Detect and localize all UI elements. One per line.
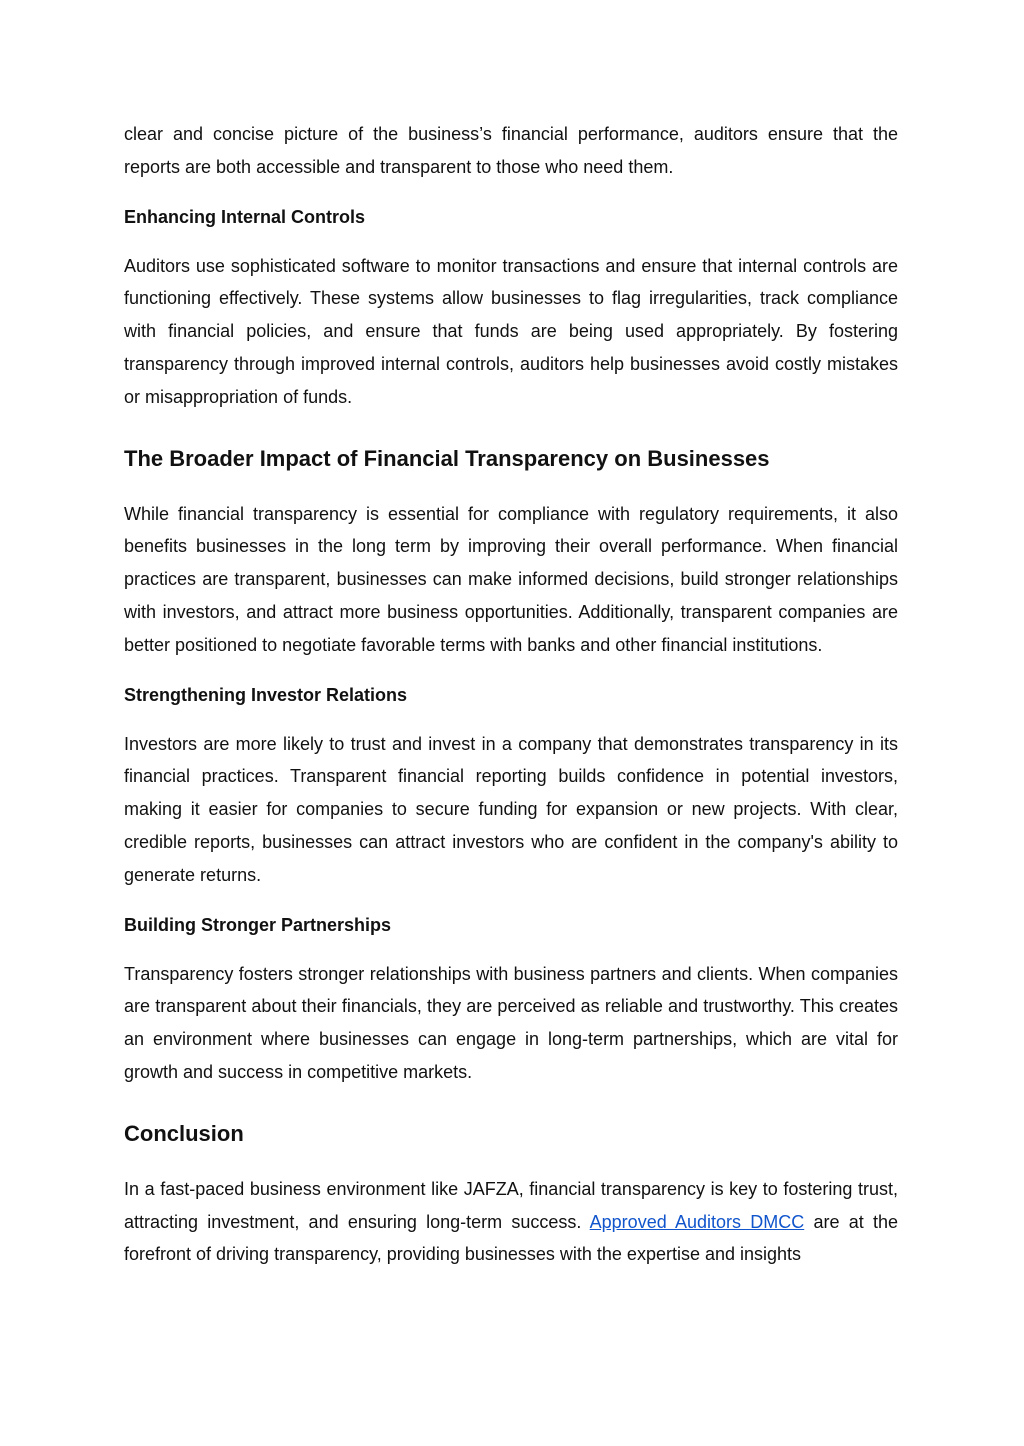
conclusion-text-before-link: In a fast-paced business environment like JAFZA, financial transparency is key to fostering trust, attracting investment, and ensuring long-term success. — [124, 1178, 898, 1232]
approved-auditors-link[interactable]: Approved Auditors DMCC — [589, 1211, 805, 1232]
investor-relations-heading: Strengthening Investor Relations — [124, 684, 408, 705]
conclusion-heading: Conclusion — [124, 1120, 244, 1146]
investor-relations-paragraph: Investors are more likely to trust and invest in a company that demonstrates transparency in its financial practices. Transparent financial reporting builds confidence in potential investors, making it easier for companies to secure funding for expansion or new projects. With clear, credible reports, businesses can attract investors who are confident in the company's ability to generate returns. — [124, 733, 898, 885]
intro-paragraph: clear and concise picture of the business’s financial performance, auditors ensure that the reports are both accessible and transparent to those who need them. — [124, 124, 898, 177]
conclusion-text-after-link: are at the forefront of driving transparency, providing businesses with the expertise and insights — [124, 1211, 899, 1265]
partnerships-paragraph: Transparency fosters stronger relationships with business partners and clients. When companies are transparent about their financials, they are perceived as reliable and trustworthy. This creates an environment where businesses can engage in long-term partnerships, which are vital for growth and success in competitive markets. — [124, 963, 898, 1082]
internal-controls-heading: Enhancing Internal Controls — [124, 206, 366, 227]
internal-controls-paragraph: Auditors use sophisticated software to monitor transactions and ensure that internal controls are functioning effectively. These systems allow businesses to flag irregularities, track compliance with financial policies, and ensure that funds are being used appropriately. By fostering transparency through improved internal controls, auditors help businesses avoid costly mistakes or misappropriation of funds. — [124, 255, 898, 407]
partnerships-heading: Building Stronger Partnerships — [124, 914, 392, 935]
conclusion-paragraph — [124, 1173, 898, 1271]
broader-impact-paragraph: While financial transparency is essential for compliance with regulatory requirements, it also benefits businesses in the long term by improving their overall performance. When financial practices are transparent, businesses can make informed decisions, build stronger relationships with investors, and attract more business opportunities. Additionally, transparent companies are better positioned to negotiate favorable terms with banks and other financial institutions. — [124, 503, 898, 655]
broader-impact-heading: The Broader Impact of Financial Transparency on Businesses — [124, 445, 770, 471]
